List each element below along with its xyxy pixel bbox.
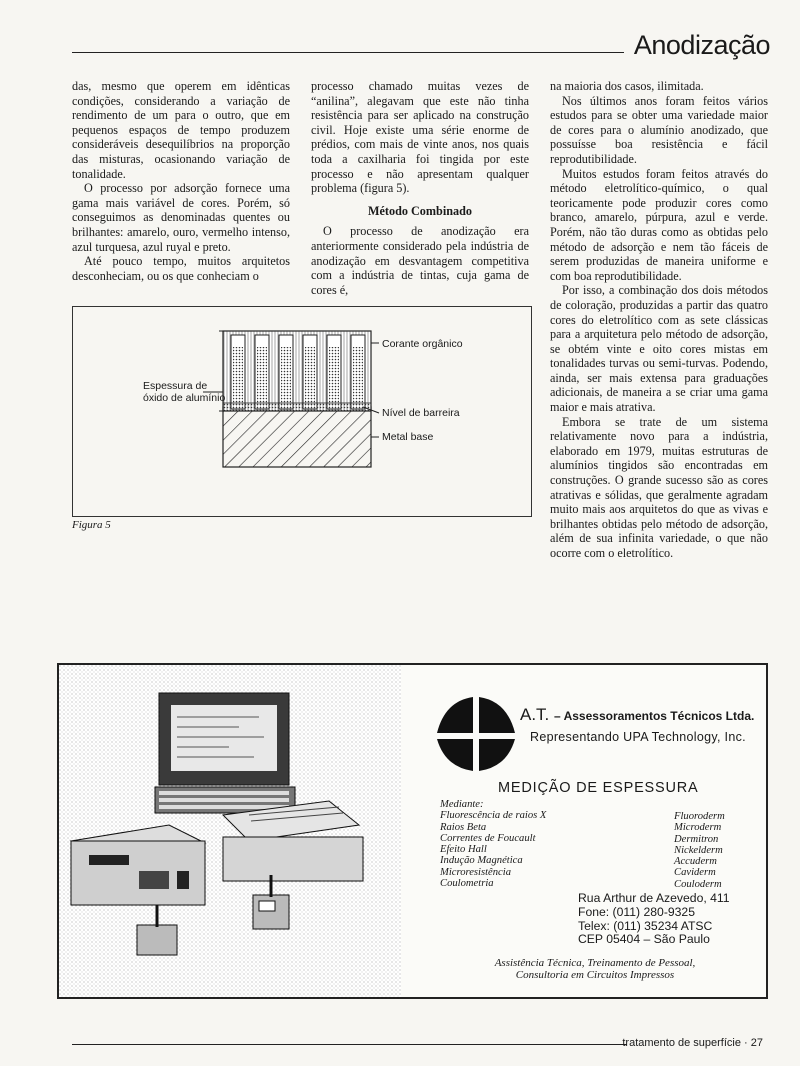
paragraph: O processo de anodização era anteriormente considerado pela indústria de anodização em desvantagem competitiva com a indústria de tintas, cuja gama de cores é, — [311, 224, 529, 297]
label-oxide-thickness: Espessura de óxido de alumínio — [143, 380, 226, 404]
ad-heading: MEDIÇÃO DE ESPESSURA — [498, 780, 699, 796]
methods-list — [440, 799, 546, 889]
telex-line: Telex: (011) 35234 ATSC — [578, 918, 713, 933]
figure-5 — [72, 306, 532, 517]
list-item: Couloderm — [674, 878, 722, 890]
brand-initials: A.T. — [520, 705, 550, 724]
label-barrier-level: Nível de barreira — [382, 407, 460, 419]
equipment-photo — [59, 665, 401, 997]
header-rule — [72, 52, 624, 53]
list-item: Nickelderm — [674, 844, 723, 856]
column-3 — [550, 79, 768, 561]
paragraph: Até pouco tempo, muitos arquitetos desconheciam, ou os que conheciam o — [72, 254, 290, 283]
list-item: Fluorescência de raios X — [440, 810, 547, 822]
address-block — [578, 892, 730, 947]
paragraph: das, mesmo que operem em idênticas condições, considerando a variação de rendimento de um para o outro, que em pequenos espaços de tempo produzem consideráveis desequilíbrios na proporção das misturas, ocasionando variação de tonalidade. — [72, 79, 290, 181]
list-item: Fluoroderm — [674, 811, 725, 822]
services-note — [430, 957, 760, 981]
postal-line: CEP 05404 – São Paulo — [578, 932, 710, 947]
list-item: Coulometria — [440, 878, 494, 890]
subheading: Método Combinado — [368, 203, 472, 218]
list-item: Caviderm — [674, 867, 716, 879]
paragraph: Embora se trate de um sistema relativamente novo para a indústria, elaborado em 1979, muitas estruturas de alumínios tingidos são encontradas em construções. O grande sucesso são as cores atrativas e sólidas, que geralmente agradam muito mais aos arquitetos do que as vivas e brilhantes obtidas pelo método de adsorção, além de sua infinita variedade, o que não ocorre com o eletrolítico. — [550, 414, 768, 560]
phone-line: Fone: (011) 280-9325 — [578, 904, 695, 919]
paragraph: na maioria dos casos, ilimitada. — [550, 79, 704, 93]
column-2 — [311, 79, 529, 297]
footer-rule — [72, 1044, 627, 1045]
list-item: Dermitron — [674, 833, 719, 845]
figure-caption: Figura 5 — [72, 519, 111, 531]
list-item: Raios Beta — [440, 821, 487, 833]
at-logo — [433, 687, 519, 775]
list-item: Indução Magnética — [440, 855, 523, 867]
address-line: Rua Arthur de Azevedo, 411 — [578, 891, 730, 905]
representing-line: Representando UPA Technology, Inc. — [530, 730, 746, 744]
column-1 — [72, 79, 290, 283]
page-footer: tratamento de superfície · 27 — [622, 1037, 763, 1049]
brand-name: – Assessoramentos Técnicos Ltda. — [554, 709, 755, 723]
paragraph: O processo por adsorção fornece uma gama mais variável de cores. Porém, só conseguimos as denominadas quentes ou brilhantes: amarelo, ouro, vermelho intenso, azul turquesa, azul ruyal e preto. — [72, 181, 290, 254]
list-item: Mediante: — [440, 799, 484, 810]
paragraph: Muitos estudos foram feitos através do método eletrolítico-químico, o qual teoricamente pode produzir cores como branco, amarelo, púrpura, azul e verde. Porém, não tão duras como as obtidas pelo método de adsorção e nem tão fáceis de serem produzidas de maneira uniforme e com boa reprodutibilidade. — [550, 166, 768, 283]
paragraph: processo chamado muitas vezes de “anilina”, alegavam que este não tinha resistência para ser aplicado na construção civil. Hoje existe uma série enorme de prédios, com mais de vinte anos, nos quais toda a caxilharia foi tingida por este processo e não apresentam qualquer problema (figura 5). — [311, 79, 529, 196]
label-organic-dye: Corante orgânico — [382, 338, 463, 350]
list-item: Microresistência — [440, 866, 512, 878]
brand-line — [520, 705, 754, 725]
services-line: Assistência Técnica, Treinamento de Pessoal, — [494, 957, 696, 969]
section-title: Anodização — [633, 30, 770, 60]
products-list — [674, 811, 744, 890]
label-metal-base: Metal base — [382, 431, 434, 443]
list-item: Accuderm — [674, 856, 717, 868]
list-item: Microderm — [674, 822, 722, 834]
services-line: Consultoria em Circuitos Impressos — [515, 969, 675, 981]
paragraph: Nos últimos anos foram feitos vários estudos para se obter uma variedade maior de cores para o alumínio anodizado, que possuísse boa resistência e fácil reprodutibilidade. — [550, 93, 768, 166]
list-item: Correntes de Foucault — [440, 832, 536, 844]
list-item: Efeito Hall — [440, 844, 487, 856]
instrument-illustration — [59, 665, 401, 997]
paragraph: Por isso, a combinação dos dois métodos de coloração, produzidas a partir das quatro cores do eletrolítico com as sete clássicas para a arquitetura pelo método de adsorção, se obtém vinte e oito cores mistas em tonalidades turvas ou semi-turvas. Podendo, ainda, ser mais extensa para graduações adicionais, de maneira a se criar uma gama maior e mais atrativa. — [550, 283, 768, 415]
